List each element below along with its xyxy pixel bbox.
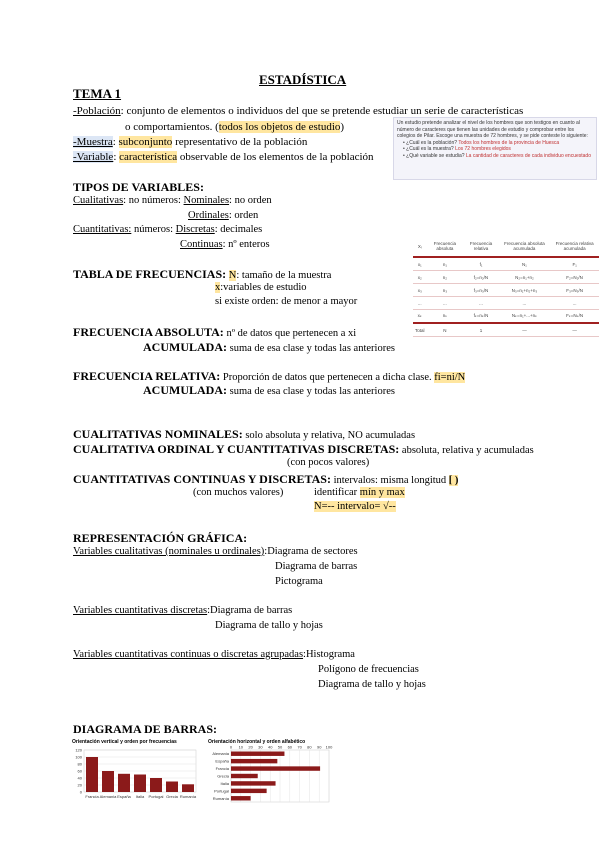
tabla-x-line: x:variables de estudio xyxy=(215,282,307,293)
def-variable-highlight: característica xyxy=(119,151,178,163)
chart2-x-tick: 100 xyxy=(325,744,333,750)
horizontal-bar-chart xyxy=(205,744,335,804)
def-poblacion xyxy=(73,105,523,117)
tabla-heading-line: TABLA DE FRECUENCIAS: N: tamaño de la muestra xyxy=(73,267,332,281)
table-cell: f₁ xyxy=(463,257,498,271)
document-title: ESTADÍSTICA xyxy=(259,72,347,87)
def-muestra-highlight: subconjunto xyxy=(118,136,173,148)
chart2-x-tick: 60 xyxy=(287,744,293,750)
table-cell: Frecuencia relativa acumulada xyxy=(550,236,599,257)
vertical-bar-chart xyxy=(70,746,200,804)
table-cell: n₃ xyxy=(427,284,464,297)
chart1-bar xyxy=(150,778,162,792)
table-cell: fₖ=nₖ/N xyxy=(463,310,498,324)
def-variable-rest: observable de los elementos de la población xyxy=(177,151,374,163)
chart1-bar xyxy=(134,775,146,793)
chart2-y-label: Portugal xyxy=(214,788,229,794)
table-cell: f₃=n₃/N xyxy=(463,284,498,297)
table-cell: ... xyxy=(427,297,464,310)
chart2-x-tick: 90 xyxy=(316,744,322,750)
repr-g2: Variables cuantitativas discretas:Diagrama de barras xyxy=(73,605,293,616)
note-q1: • ¿Cuál es la población? Todos los hombres de la provincia de Huesca xyxy=(403,139,560,146)
table-cell: ... xyxy=(499,297,551,310)
table-cell: n₂ xyxy=(427,271,464,284)
fabs-line: FRECUENCIA ABSOLUTA: nº de datos que pertenecen a xi xyxy=(73,325,357,339)
table-cell: ... xyxy=(413,297,427,310)
table-cell: Nₖ=n₁+...+nₖ xyxy=(499,310,551,324)
term-variable: -Variable xyxy=(73,151,114,163)
chart1-x-label: España xyxy=(117,794,131,799)
repr-g1: Variables cualitativas (nominales u ordinales):Diagrama de sectores xyxy=(73,546,358,557)
table-cell: Frecuencia relativa xyxy=(463,236,498,257)
repr-heading: REPRESENTACIÓN GRÁFICA: xyxy=(73,531,248,545)
chart1-x-label: Grecia xyxy=(166,794,178,799)
note-q3: • ¿Qué variable se estudia? La cantidad de caracteres de cada individuo encuestado xyxy=(403,152,591,159)
frel-line: FRECUENCIA RELATIVA: Proporción de datos que pertenecen a dicha clase. fi=ni/N xyxy=(73,369,466,383)
table-cell: ... xyxy=(463,297,498,310)
table-cell: Frecuencia absoluta xyxy=(427,236,464,257)
def-poblacion-line2 xyxy=(125,121,344,133)
table-cell: — xyxy=(550,323,599,337)
term-muestra: -Muestra xyxy=(73,136,113,148)
table-cell: x₁ xyxy=(413,257,427,271)
tipos-heading: TIPOS DE VARIABLES: xyxy=(73,180,204,194)
chart2-title: Orientación horizontal y orden alfabético xyxy=(208,739,306,745)
chart1-bar xyxy=(86,757,98,792)
table-cell: — xyxy=(499,323,551,337)
chart2-x-tick: 0 xyxy=(229,744,233,750)
chart1-title: Orientación vertical y orden por frecuencias xyxy=(72,739,177,745)
def-poblacion-close: ) xyxy=(340,121,345,133)
chart2-bar xyxy=(231,781,276,785)
note-q2: • ¿Cuál es la muestra? Los 72 hombres elegidos xyxy=(403,146,511,152)
tipos-continuas: Continuas: nº enteros xyxy=(180,239,270,250)
chart1-bar xyxy=(102,771,114,792)
frequency-table xyxy=(413,236,599,337)
summary-nominales: CUALITATIVAS NOMINALES: solo absoluta y relativa, NO acumuladas xyxy=(73,427,416,441)
table-cell: F₃=N₃/N xyxy=(550,284,599,297)
table-row xyxy=(413,257,599,271)
chart2-x-tick: 30 xyxy=(258,744,263,750)
chart2-y-label: Alemania xyxy=(212,751,229,757)
chart2-y-label: Rumanía xyxy=(212,795,229,801)
table-cell: Xᵢ xyxy=(413,236,427,257)
tema-heading: TEMA 1 xyxy=(73,86,122,101)
chart1-x-label: Alemania xyxy=(99,794,117,799)
def-variable xyxy=(73,151,374,163)
def-muestra xyxy=(73,136,307,148)
def-poblacion-text: : conjunto de elementos o individuos del que se pretende estudiar un serie de características xyxy=(120,105,524,117)
def-poblacion-highlight: todos los objetos de estudio xyxy=(218,121,341,133)
chart2-x-tick: 50 xyxy=(277,744,283,750)
table-cell: f₂=n₂/N xyxy=(463,271,498,284)
table-cell: xₖ xyxy=(413,310,427,324)
table-cell: N₂=n₁+n₂ xyxy=(499,271,551,284)
table-cell: n₁ xyxy=(427,257,464,271)
chart1-x-label: Italia xyxy=(135,794,145,799)
chart1-bar xyxy=(118,774,130,792)
def-muestra-colon: : xyxy=(112,136,119,148)
chart1-y-tick: 80 xyxy=(77,761,82,767)
repr-g2-item2: Diagrama de tallo y hojas xyxy=(215,620,323,631)
chart1-y-tick: 60 xyxy=(77,768,82,774)
repr-g1-item2: Diagrama de barras xyxy=(275,561,358,572)
chart1-y-tick: 120 xyxy=(75,747,82,753)
repr-g3: Variables cuantitativas continuas o discretas agrupadas:Histograma xyxy=(73,649,355,660)
table-cell: N₃=n₁+n₂+n₃ xyxy=(499,284,551,297)
chart2-y-label: Italia xyxy=(220,780,229,786)
summary-identificar: identificar mín y max xyxy=(314,487,405,498)
term-poblacion: -Población xyxy=(73,105,121,117)
summary-ordinal-discretas: CUALITATIVA ORDINAL Y CUANTITATIVAS DISCRETAS: absoluta, relativa y acumuladas xyxy=(73,442,534,456)
summary-pocos-valores: (con pocos valores) xyxy=(287,457,370,468)
tipos-cuantitativas: Cuantitativas: números: Discretas: decimales xyxy=(73,224,263,235)
table-cell: F₁ xyxy=(550,257,599,271)
def-poblacion-text2: o comportamientos. ( xyxy=(125,121,219,133)
chart2-x-tick: 40 xyxy=(267,744,273,750)
repr-g3-item3: Diagrama de tallo y hojas xyxy=(318,679,426,690)
example-note-box xyxy=(393,117,597,180)
table-cell: nₖ xyxy=(427,310,464,324)
chart2-x-tick: 10 xyxy=(238,744,244,750)
table-cell: N₁ xyxy=(499,257,551,271)
barras-heading: DIAGRAMA DE BARRAS: xyxy=(73,722,218,736)
table-cell: x₃ xyxy=(413,284,427,297)
table-row xyxy=(413,310,599,324)
table-header-row xyxy=(413,236,599,257)
table-row xyxy=(413,284,599,297)
table-cell: Fₖ=Nₖ/N xyxy=(550,310,599,324)
def-muestra-rest: representativo de la población xyxy=(172,136,308,148)
chart1-x-label: Portugal xyxy=(148,794,164,799)
repr-g1-item3: Pictograma xyxy=(275,576,323,587)
summary-continuas: CUANTITATIVAS CONTINUAS Y DISCRETAS: intervalos: misma longitud [ ) xyxy=(73,472,459,486)
chart2-bar xyxy=(231,766,320,770)
tipos-cualitativas: Cualitativas: no números: Nominales: no orden xyxy=(73,195,272,206)
chart2-bar xyxy=(231,752,284,756)
chart1-y-tick: 20 xyxy=(77,782,82,788)
chart1-bar xyxy=(166,782,178,793)
chart2-y-label: España xyxy=(215,758,229,764)
chart1-x-label: Francia xyxy=(85,794,99,799)
repr-g3-item2: Polígono de frecuencias xyxy=(318,664,419,675)
chart1-y-tick: 40 xyxy=(77,775,82,781)
chart2-bar xyxy=(231,759,277,763)
chart2-y-label: Francia xyxy=(215,766,229,772)
table-cell: F₂=N₂/N xyxy=(550,271,599,284)
table-cell: Frecuencia absoluta acumulada xyxy=(499,236,551,257)
chart2-bar xyxy=(231,796,251,800)
chart2-x-tick: 70 xyxy=(297,744,302,750)
tipos-ordinales: Ordinales: orden xyxy=(188,210,259,221)
table-row xyxy=(413,271,599,284)
chart1-y-tick: 100 xyxy=(75,754,82,760)
chart2-x-tick: 80 xyxy=(307,744,312,750)
table-cell: x₂ xyxy=(413,271,427,284)
chart2-bar xyxy=(231,774,258,778)
summary-muchos-valores: (con muchos valores) xyxy=(193,487,284,498)
summary-formula: N=-- intervalo= √-- xyxy=(314,501,396,512)
def-variable-colon: : xyxy=(113,151,120,163)
table-row xyxy=(413,323,599,337)
chart2-y-label: Grecia xyxy=(217,773,229,779)
fabs-acum-line: ACUMULADA: suma de esa clase y todas las anteriores xyxy=(143,340,395,354)
frel-acum-line: ACUMULADA: suma de esa clase y todas las anteriores xyxy=(143,383,395,397)
chart2-x-tick: 20 xyxy=(248,744,253,750)
chart1-bar xyxy=(182,784,194,792)
table-cell: Total xyxy=(413,323,427,337)
chart1-y-tick: 0 xyxy=(79,789,82,795)
table-cell: 1 xyxy=(463,323,498,337)
table-cell: N xyxy=(427,323,464,337)
note-intro: Un estudio pretende analizar el nivel de los hombres que son testigos en cuanto al número de caracteres que tienen las unidades de estudio y comprobar entre los colegios de Pilar. Escoge una muestra de 72 hombres, y se pide conteste lo siguiente: xyxy=(397,120,588,139)
chart2-bar xyxy=(231,789,267,793)
table-row xyxy=(413,297,599,310)
tabla-orden-line: si existe orden: de menor a mayor xyxy=(215,296,358,307)
table-cell: ... xyxy=(550,297,599,310)
chart1-x-label: Rumanía xyxy=(179,794,197,799)
